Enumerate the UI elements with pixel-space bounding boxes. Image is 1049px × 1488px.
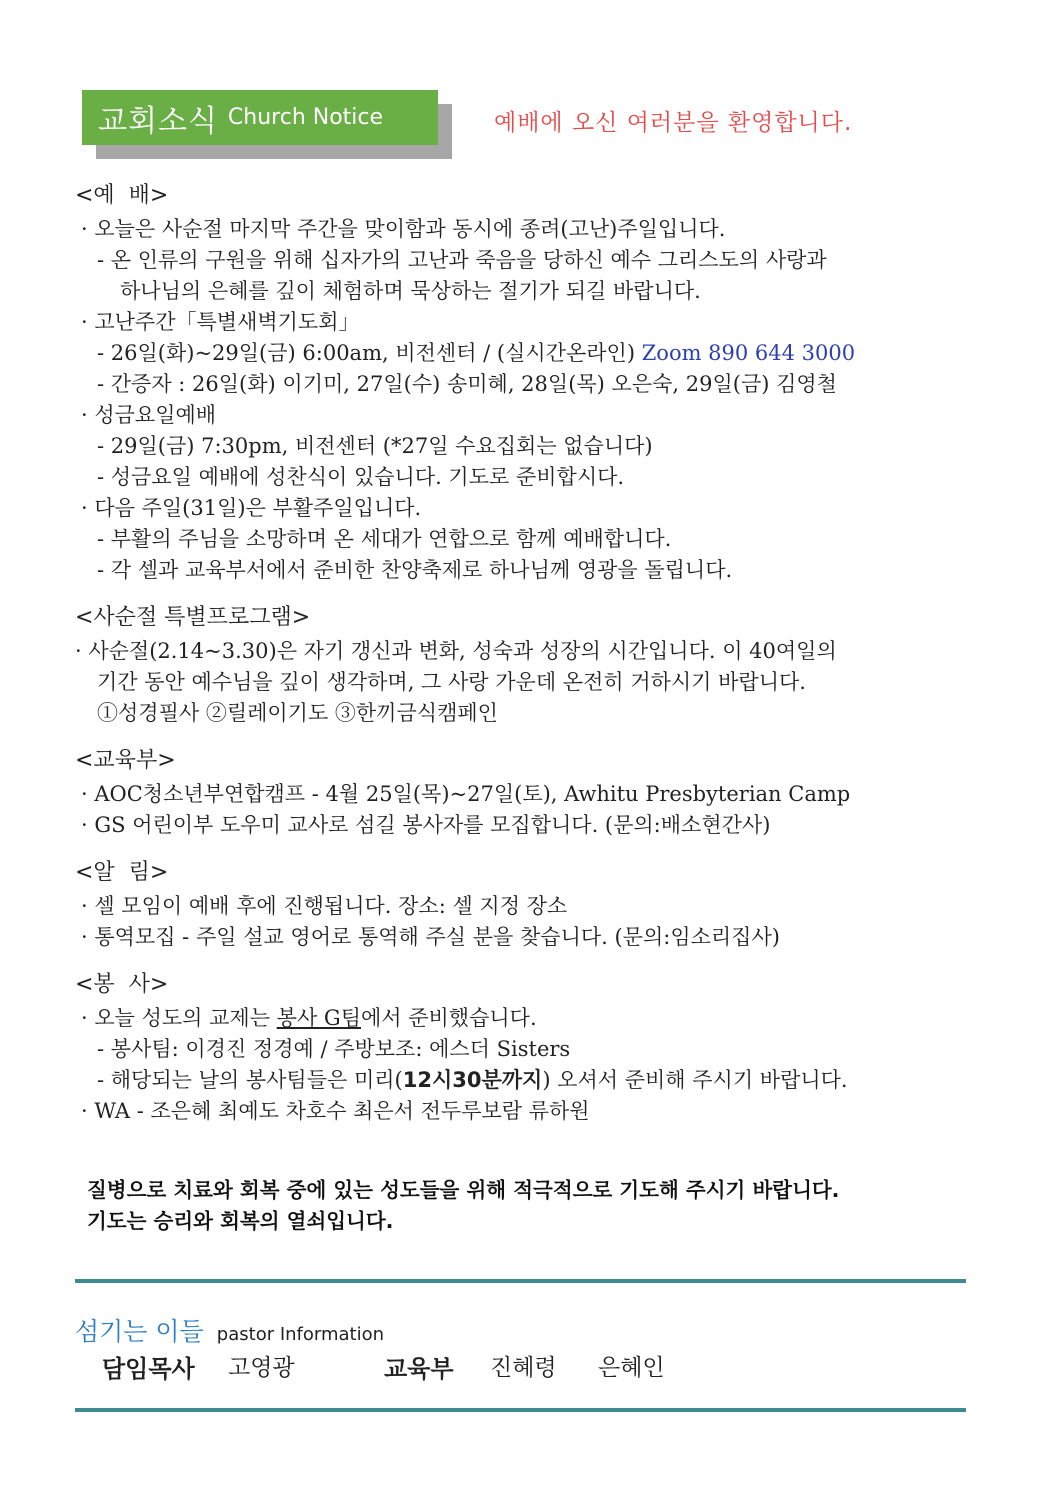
divider — [75, 1279, 966, 1283]
education-role — [384, 1349, 454, 1384]
service-line: · WA - 조은혜 최예도 차호수 최은서 전두루보람 류하원 — [81, 1099, 590, 1123]
staff-title — [75, 1312, 384, 1348]
role-label: 담임목사 — [102, 1355, 195, 1383]
worship-line — [75, 338, 975, 369]
senior-pastor-name: 고영광 — [228, 1355, 295, 1381]
worship-line: · 오늘은 사순절 마지막 주간을 맞이함과 동시에 종려(고난)주일입니다. — [81, 217, 726, 241]
section-header — [82, 90, 438, 145]
staff-title-ko: 섬기는 이들 — [75, 1317, 204, 1346]
zoom-id: Zoom 890 644 3000 — [641, 341, 856, 365]
role-label: 교육부 — [384, 1355, 454, 1383]
education-line: · AOC청소년부연합캠프 - 4월 25일(목)~27일(토), Awhitu Presbyterian Camp — [81, 782, 851, 806]
worship-line: - 온 인류의 구원을 위해 십자가의 고난과 죽음을 당하신 예수 그리스도의 사랑과 — [97, 248, 827, 272]
header-title-ko: 교회소식 — [98, 103, 218, 139]
closing-line: 기도는 승리와 회복의 열쇠입니다. — [87, 1209, 394, 1233]
worship-line: - 간증자 : 26일(화) 이기미, 27일(수) 송미혜, 28일(목) 오은숙, 29일(금) 김영철 — [97, 372, 837, 396]
notice-line: · 통역모집 - 주일 설교 영어로 통역해 주실 분을 찾습니다. (문의:임소리집사) — [81, 925, 780, 949]
divider — [75, 1408, 966, 1412]
notice-title: <알 림> — [75, 860, 169, 885]
service-time: 12시30분까지 — [402, 1068, 543, 1092]
service-text: 에서 준비했습니다. — [360, 1006, 537, 1030]
service-line — [75, 1003, 975, 1034]
education-line: · GS 어린이부 도우미 교사로 섬길 봉사자를 모집합니다. (문의:배소현간사) — [81, 813, 771, 837]
senior-pastor-role — [102, 1349, 195, 1384]
service-text: · 오늘 성도의 교제는 — [81, 1006, 277, 1030]
notice-line: · 셀 모임이 예배 후에 진행됩니다. 장소: 셀 지정 장소 — [81, 894, 568, 918]
education-title: <교육부> — [75, 748, 176, 773]
service-line: - 봉사팀: 이경진 정경예 / 주방보조: 에스더 Sisters — [97, 1037, 571, 1061]
worship-line: - 부활의 주님을 소망하며 온 세대가 연합으로 함께 예배합니다. — [97, 527, 672, 551]
lent-line: ①성경필사 ②릴레이기도 ③한끼금식캠페인 — [97, 701, 498, 725]
worship-title: <예 배> — [75, 183, 169, 208]
header-title-en: Church Notice — [227, 105, 384, 130]
worship-line: · 고난주간「특별새벽기도회」 — [81, 310, 360, 334]
staff-title-en: pastor Information — [216, 1324, 385, 1345]
worship-line: · 다음 주일(31일)은 부활주일입니다. — [81, 496, 422, 520]
lent-line: 기간 동안 예수님을 깊이 생각하며, 그 사랑 가운데 온전히 거하시기 바랍니다. — [97, 670, 806, 694]
spacer — [75, 841, 975, 855]
worship-line: - 각 셀과 교육부서에서 준비한 찬양축제로 하나님께 영광을 돌립니다. — [97, 558, 733, 582]
welcome-message: 예배에 오신 여러분을 환영합니다. — [494, 110, 853, 136]
service-title: <봉 사> — [75, 972, 169, 997]
spacer — [75, 953, 975, 967]
service-text: - 해당되는 날의 봉사팀들은 미리( — [97, 1068, 403, 1092]
closing-line: 질병으로 치료와 회복 중에 있는 성도들을 위해 적극적으로 기도해 주시기 바랍니다. — [87, 1178, 840, 1202]
lent-line: · 사순절(2.14~3.30)은 자기 갱신과 변화, 성숙과 성장의 시간입니다. 이 40여일의 — [75, 639, 837, 663]
lent-title: <사순절 특별프로그램> — [75, 605, 311, 630]
education-staff-name: 진혜령 — [490, 1355, 557, 1381]
service-team: 봉사 G팀 — [276, 1006, 361, 1030]
dawn-prayer-schedule: - 26일(화)~29일(금) 6:00am, 비전센터 / (실시간온라인) — [97, 341, 642, 365]
service-text: ) 오셔서 준비해 주시기 바랍니다. — [542, 1068, 848, 1092]
spacer — [75, 729, 975, 743]
service-line — [75, 1065, 975, 1096]
worship-line: · 성금요일예배 — [81, 403, 217, 427]
education-staff-name: 은혜인 — [598, 1355, 665, 1381]
notice-content — [75, 178, 975, 1127]
closing-message — [87, 1175, 839, 1237]
spacer — [75, 586, 975, 600]
worship-line: 하나님의 은혜를 깊이 체험하며 묵상하는 절기가 되길 바랍니다. — [120, 279, 701, 303]
worship-line: - 성금요일 예배에 성찬식이 있습니다. 기도로 준비합시다. — [97, 465, 625, 489]
worship-line: - 29일(금) 7:30pm, 비전센터 (*27일 수요집회는 없습니다) — [97, 434, 653, 458]
